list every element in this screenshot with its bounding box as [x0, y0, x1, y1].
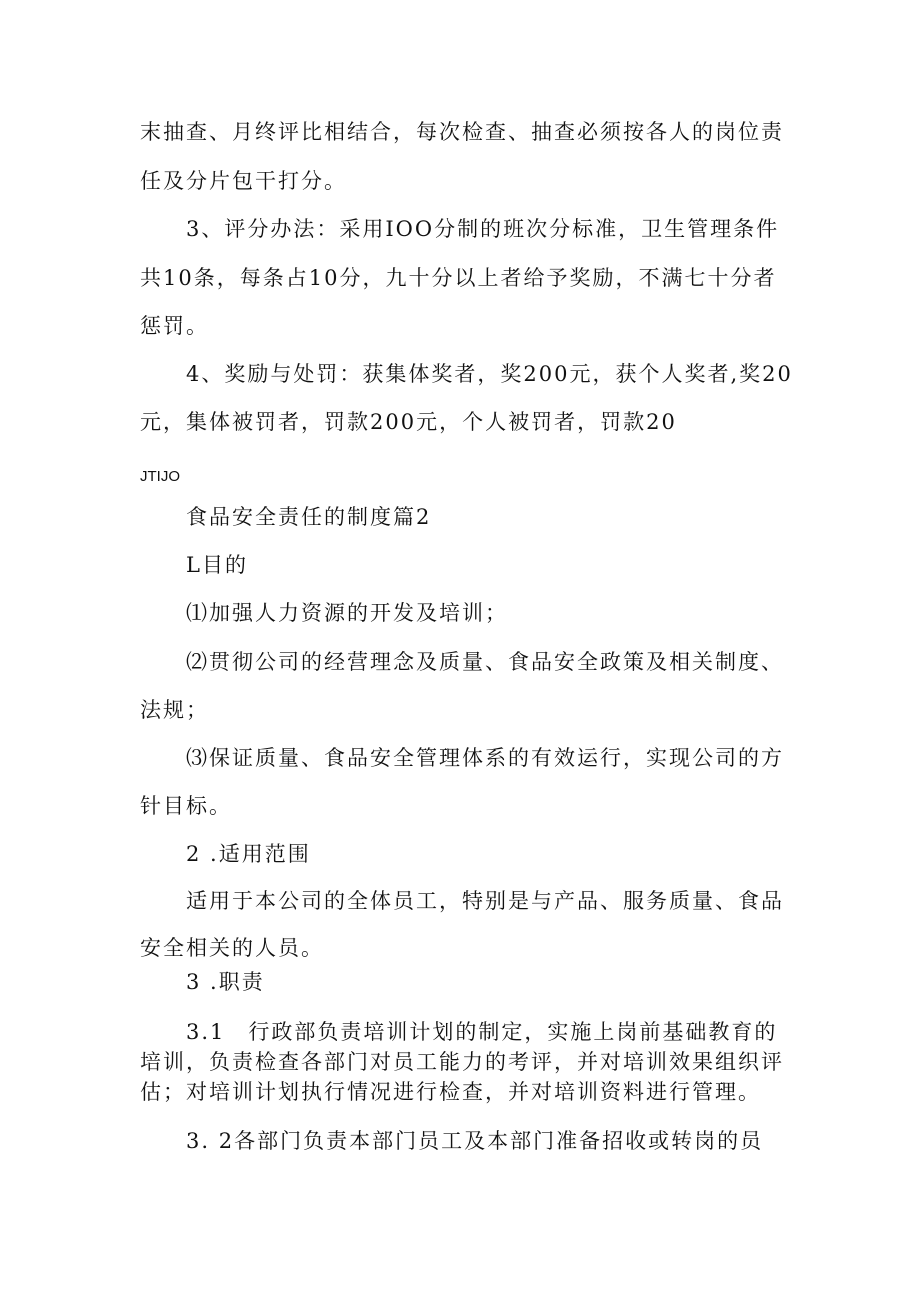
text-line: 4、奖励与处罚：获集体奖者，奖200元，获个人奖者,奖20 [186, 362, 793, 386]
text-line: 3 .职责 [186, 970, 265, 994]
text-line: ⑶保证质量、食品安全管理体系的有效运行，实现公司的方 [186, 746, 784, 770]
text-line: 任及分片包干打分。 [140, 169, 347, 193]
text-line: 3. 2各部门负责本部门员工及本部门准备招收或转岗的员 [186, 1129, 764, 1153]
text-line: 元，集体被罚者，罚款200元，个人被罚者，罚款20 [140, 410, 677, 434]
text-line: 惩罚。 [140, 314, 209, 338]
text-line: 3.1 行政部负责培训计划的制定，实施上岗前基础教育的 [186, 1020, 778, 1044]
heading-text: 食品安全责任的制度篇2 [186, 505, 432, 529]
text-line: L目的 [186, 553, 248, 577]
text-line: 估；对培训计划执行情况进行检查，并对培训资料进行管理。 [140, 1080, 761, 1104]
text-line: 共10条，每条占10分，九十分以上者给予奖励，不满七十分者 [140, 266, 777, 290]
text-line: 2 .适用范围 [186, 842, 311, 866]
text-line: 3、评分办法：采用IOO分制的班次分标准，卫生管理条件 [186, 217, 780, 241]
text-line: ⑴加强人力资源的开发及培训； [186, 601, 508, 625]
stray-mark: JTIJO [140, 468, 180, 485]
text-line: 适用于本公司的全体员工，特别是与产品、服务质量、食品 [186, 889, 784, 913]
text-line: 针目标。 [140, 794, 232, 818]
text-line: 末抽查、月终评比相结合，每次检查、抽查必须按各人的岗位责 [140, 120, 784, 144]
text-line: 法规； [140, 698, 209, 722]
text-line: ⑵贯彻公司的经营理念及质量、食品安全政策及相关制度、 [186, 650, 784, 674]
text-line: 培训，负责检查各部门对员工能力的考评，并对培训效果组织评 [140, 1050, 784, 1074]
text-line: 安全相关的人员。 [140, 936, 324, 960]
